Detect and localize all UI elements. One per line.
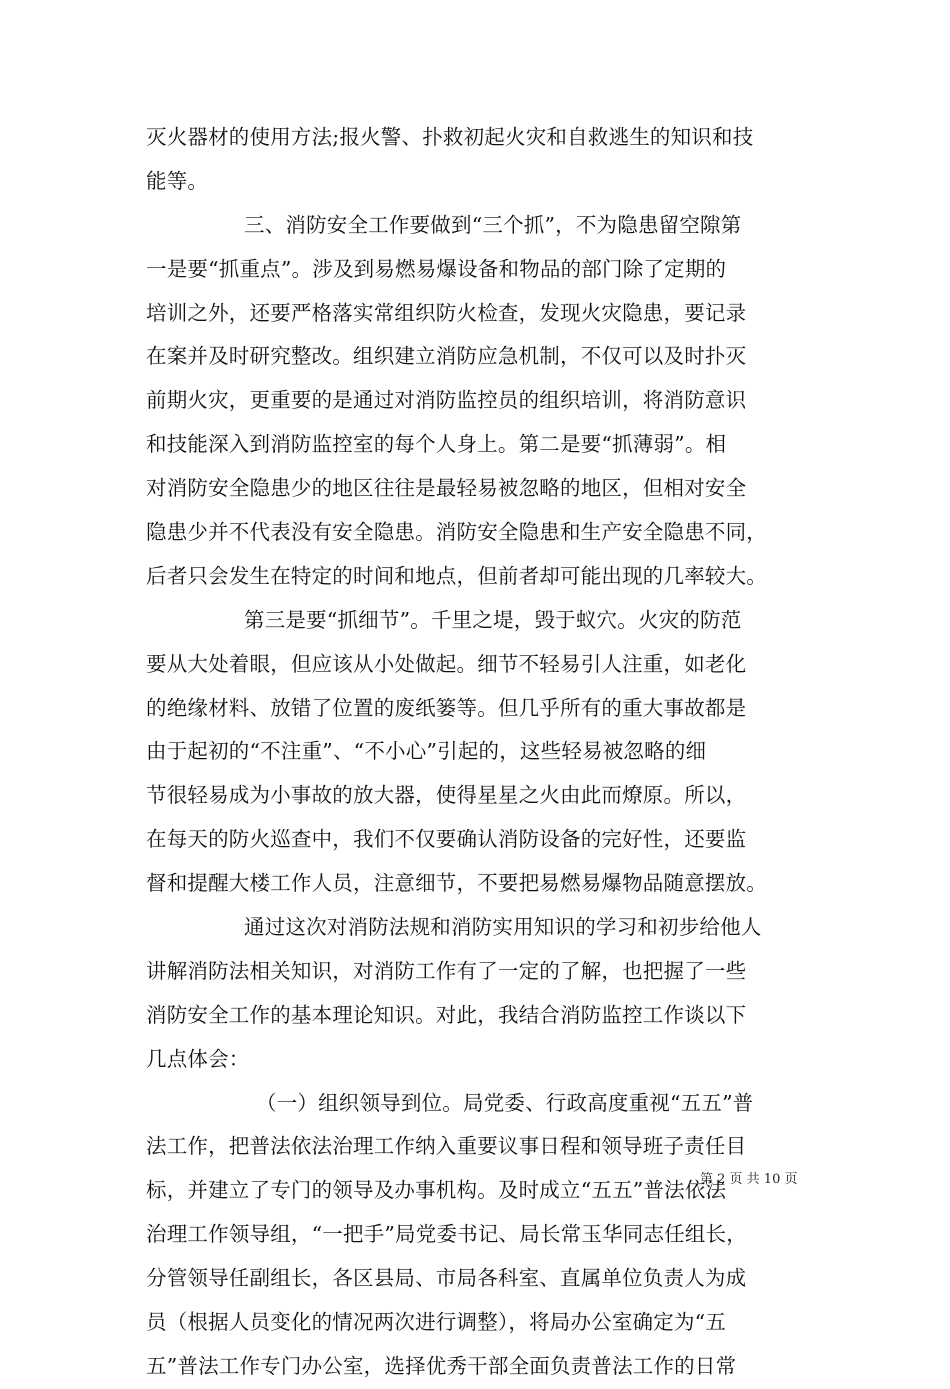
text-line: 节很轻易成为小事故的放大器，使得星星之火由此而燎原。所以， [146,783,747,808]
text-line: 和技能深入到消防监控室的每个人身上。第二是要“抓薄弱”。相 [146,432,727,457]
text-line: 员（根据人员变化的情况两次进行调整），将局办公室确定为“五 [146,1310,727,1335]
text-line: 消防安全工作的基本理论知识。对此，我结合消防监控工作谈以下 [146,1002,747,1027]
body-text [146,116,806,1389]
text-line: 隐患少并不代表没有安全隐患。消防安全隐患和生产安全隐患不同， [146,520,767,545]
text-line: 对消防安全隐患少的地区往往是最轻易被忽略的地区，但相对安全 [146,476,747,501]
text-line: 在案并及时研究整改。组织建立消防应急机制，不仅可以及时扑灭 [146,344,747,369]
page-number: 第 2 页 共 10 页 [700,1172,798,1187]
text-line: 前期火灾，更重要的是通过对消防监控员的组织培训，将消防意识 [146,388,747,413]
text-line: 一是要“抓重点”。涉及到易燃易爆设备和物品的部门除了定期的 [146,256,727,281]
text-line: 由于起初的“不注重”、“不小心”引起的，这些轻易被忽略的细 [146,739,707,764]
text-line: 灭火器材的使用方法;报火警、扑救初起火灾和自救逃生的知识和技 [146,125,754,149]
text-line: 后者只会发生在特定的时间和地点，但前者却可能出现的几率较大。 [146,563,767,588]
text-line: 通过这次对消防法规和消防实用知识的学习和初步给他人 [244,915,762,940]
text-line: 能等。 [146,168,209,193]
text-line: 的绝缘材料、放错了位置的废纸篓等。但几乎所有的重大事故都是 [146,695,747,720]
text-line: 几点体会： [146,1046,250,1071]
text-line: 法工作，把普法依法治理工作纳入重要议事日程和领导班子责任目 [146,1134,747,1159]
text-line: 培训之外，还要严格落实常组织防火检查，发现火灾隐患，要记录 [146,300,747,325]
text-line: 分管领导任副组长，各区县局、市局各科室、直属单位负责人为成 [146,1266,747,1291]
text-line: 督和提醒大楼工作人员，注意细节，不要把易燃易爆物品随意摆放。 [146,871,767,896]
text-line: 讲解消防法相关知识，对消防工作有了一定的了解，也把握了一些 [146,958,747,983]
text-line: 在每天的防火巡查中，我们不仅要确认消防设备的完好性，还要监 [146,827,747,852]
text-line: 治理工作领导组，“一把手”局党委书记、局长常玉华同志任组长， [146,1222,747,1247]
text-line: 五”普法工作专门办公室，选择优秀干部全面负责普法工作的日常 [146,1353,737,1378]
text-line: 要从大处着眼，但应该从小处做起。细节不轻易引人注重，如老化 [146,651,747,676]
text-line: （一）组织领导到位。局党委、行政高度重视“五五”普 [256,1090,754,1115]
text-line: 第三是要“抓细节”。千里之堤，毁于蚁穴。火灾的防范 [244,607,742,632]
text-line: 标，并建立了专门的领导及办事机构。及时成立“五五”普法依法 [146,1178,727,1203]
text-line: 三、消防安全工作要做到“三个抓”，不为隐患留空隙第 [244,212,742,237]
